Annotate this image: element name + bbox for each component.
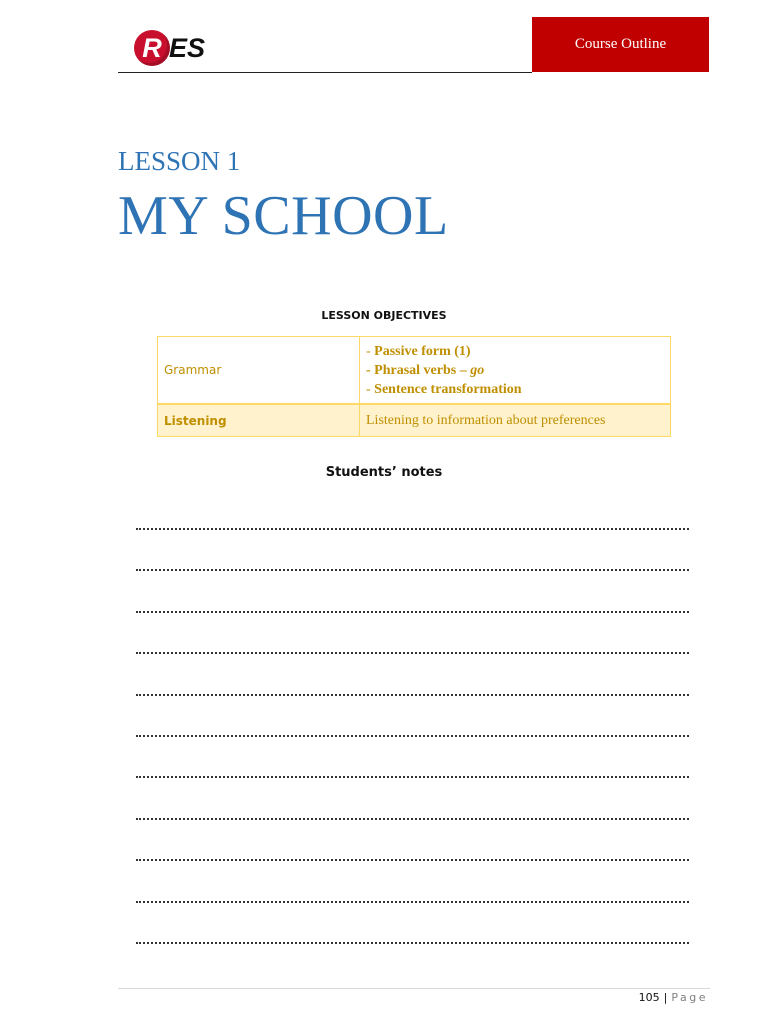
notes-line[interactable] bbox=[136, 942, 689, 944]
logo-letter: R bbox=[142, 33, 162, 63]
objectives-heading: LESSON OBJECTIVES bbox=[321, 309, 447, 322]
objective-category: Grammar bbox=[158, 337, 360, 405]
objective-category: Listening bbox=[158, 404, 360, 437]
notes-line[interactable] bbox=[136, 694, 689, 696]
objective-row-listening bbox=[158, 404, 671, 437]
notes-line[interactable] bbox=[136, 776, 689, 778]
notes-line[interactable] bbox=[136, 818, 689, 820]
lesson-number: LESSON 1 bbox=[118, 146, 241, 176]
notes-line[interactable] bbox=[136, 528, 689, 530]
footer-divider bbox=[118, 988, 710, 989]
notes-line[interactable] bbox=[136, 901, 689, 903]
course-outline-banner bbox=[532, 17, 709, 72]
page-footer bbox=[639, 991, 708, 1004]
grammar-item: - Phrasal verbs – go bbox=[366, 362, 485, 378]
grammar-item: - Sentence transformation bbox=[366, 381, 522, 397]
objective-grammar-items bbox=[360, 337, 671, 405]
objectives-table bbox=[157, 336, 671, 437]
page-label: Page bbox=[671, 991, 708, 1004]
notes-line[interactable] bbox=[136, 859, 689, 861]
logo-text: ES bbox=[169, 33, 206, 63]
course-outline-label: Course Outline bbox=[574, 36, 667, 52]
objective-listening-value: Listening to information about preferences bbox=[360, 404, 671, 437]
header-divider bbox=[118, 72, 532, 73]
objective-row-grammar bbox=[158, 337, 671, 405]
footer-separator: | bbox=[663, 991, 668, 1004]
notes-line[interactable] bbox=[136, 611, 689, 613]
notes-line[interactable] bbox=[136, 735, 689, 737]
lesson-title: MY SCHOOL bbox=[118, 185, 449, 247]
res-logo bbox=[134, 30, 234, 66]
page-number: 105 bbox=[638, 991, 660, 1004]
notes-line[interactable] bbox=[136, 569, 689, 571]
notes-line[interactable] bbox=[136, 652, 689, 654]
students-notes-heading: Students’ notes bbox=[325, 465, 443, 480]
grammar-item: - Passive form (1) bbox=[366, 343, 471, 359]
